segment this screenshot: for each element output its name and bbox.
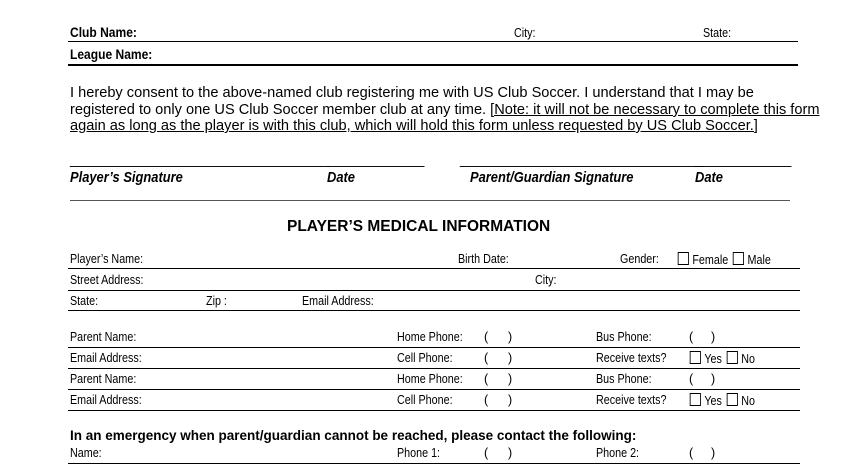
consent-line-2	[70, 102, 819, 119]
parent-name-label: Parent Name:	[70, 372, 137, 386]
consent-line-2a: registered to only one US Club Soccer member club at any time.	[70, 102, 491, 118]
bus-phone-label: Bus Phone:	[596, 372, 652, 386]
email-line[interactable]	[68, 368, 800, 369]
paren-close: )	[711, 372, 716, 386]
city-label-2: City:	[535, 273, 557, 287]
emergency-name-label: Name:	[70, 446, 102, 460]
female-label: Female	[692, 253, 729, 267]
receive-texts-label: Receive texts?	[596, 393, 667, 407]
date2-label: Date	[695, 169, 723, 186]
paren-open: (	[689, 330, 694, 344]
gender-label: Gender:	[620, 252, 659, 266]
emergency-name-line[interactable]	[68, 463, 800, 464]
no-checkbox[interactable]	[727, 393, 738, 406]
city-label: City:	[514, 26, 536, 40]
paren-close: )	[711, 446, 716, 460]
paren-open: (	[484, 351, 489, 365]
no-label: No	[741, 394, 755, 408]
email-line[interactable]	[68, 410, 800, 411]
email-address-label: Email Address:	[302, 294, 374, 308]
paren-close: )	[711, 330, 716, 344]
yes-checkbox[interactable]	[690, 351, 701, 364]
parent-signature-blank[interactable]: ______________________________	[460, 152, 704, 168]
male-checkbox[interactable]	[733, 252, 744, 265]
consent-note-start: [Note: it will not be necessary to complete this form	[490, 102, 820, 118]
date-label: Date	[327, 169, 355, 186]
paren-open: (	[484, 393, 489, 407]
street-address-line[interactable]	[68, 290, 800, 291]
section-divider	[70, 200, 790, 201]
receive-texts-label: Receive texts?	[596, 351, 667, 365]
league-name-label: League Name:	[70, 46, 153, 62]
paren-close: )	[508, 446, 513, 460]
email-address-label: Email Address:	[70, 393, 142, 407]
consent-line-1: I hereby consent to the above-named club registering me with US Club Soccer. I understand that I may be	[70, 85, 754, 101]
yes-label: Yes	[704, 352, 722, 366]
consent-line-3: again as long as the player is with this club, which will hold this form unless requested by US Club Soccer.]	[70, 118, 758, 134]
player-signature-blank[interactable]: ________________________________	[70, 152, 330, 168]
paren-open: (	[689, 372, 694, 386]
yes-label: Yes	[704, 394, 722, 408]
player-signature-label: Player’s Signature	[70, 169, 183, 186]
female-checkbox[interactable]	[678, 252, 689, 265]
phone1-label: Phone 1:	[397, 446, 441, 460]
male-label: Male	[747, 253, 771, 267]
home-phone-label: Home Phone:	[397, 372, 463, 386]
league-name-line[interactable]	[68, 64, 798, 66]
yes-checkbox[interactable]	[690, 393, 701, 406]
paren-close: )	[508, 351, 513, 365]
paren-close: )	[508, 393, 513, 407]
club-name-label: Club Name:	[70, 24, 137, 40]
parent-name-line[interactable]	[68, 347, 800, 348]
state-label: State:	[703, 26, 732, 40]
players-name-label: Player’s Name:	[70, 252, 144, 266]
paren-open: (	[689, 446, 694, 460]
paren-open: (	[484, 446, 489, 460]
bus-phone-label: Bus Phone:	[596, 330, 652, 344]
gender-options	[676, 252, 771, 267]
parent-name-label: Parent Name:	[70, 330, 137, 344]
medical-title: PLAYER’S MEDICAL INFORMATION	[287, 218, 551, 235]
birth-date-label: Birth Date:	[458, 252, 509, 266]
club-name-line[interactable]	[68, 41, 798, 42]
parent-name-line[interactable]	[68, 389, 800, 390]
paren-close: )	[508, 330, 513, 344]
texts-options	[688, 351, 755, 366]
date2-blank[interactable]: ____________	[694, 152, 792, 168]
texts-options	[688, 393, 755, 408]
cell-phone-label: Cell Phone:	[397, 393, 453, 407]
cell-phone-label: Cell Phone:	[397, 351, 453, 365]
date-blank[interactable]: ____________	[327, 152, 425, 168]
phone2-label: Phone 2:	[596, 446, 640, 460]
players-name-line[interactable]	[68, 268, 800, 269]
zip-label: Zip :	[206, 294, 227, 308]
street-address-label: Street Address:	[70, 273, 144, 287]
no-checkbox[interactable]	[727, 351, 738, 364]
paren-close: )	[508, 372, 513, 386]
no-label: No	[741, 352, 755, 366]
state-zip-line[interactable]	[68, 310, 800, 311]
emergency-heading: In an emergency when parent/guardian cannot be reached, please contact the following:	[70, 428, 637, 443]
paren-open: (	[484, 372, 489, 386]
parent-signature-label: Parent/Guardian Signature	[470, 169, 634, 186]
state-label-2: State:	[70, 294, 99, 308]
home-phone-label: Home Phone:	[397, 330, 463, 344]
paren-open: (	[484, 330, 489, 344]
email-address-label: Email Address:	[70, 351, 142, 365]
